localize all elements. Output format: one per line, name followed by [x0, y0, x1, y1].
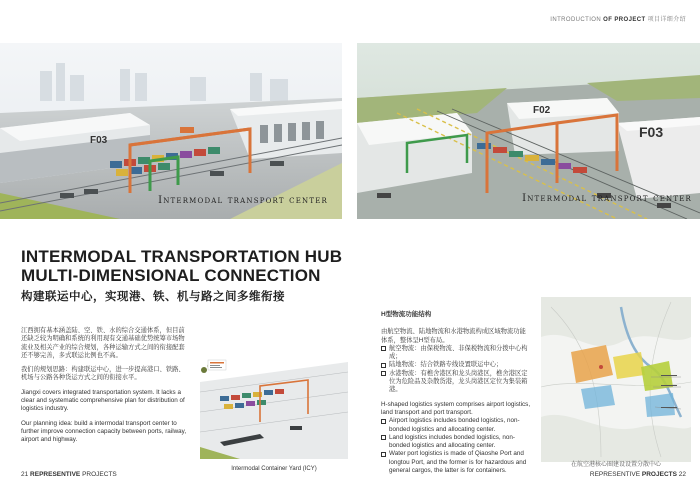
footer-right-label2: PROJECTS: [641, 471, 677, 478]
left-paragraph-1: 江西拥有基本涵盖陆、空、铁、水的综合交通体系，但目前还缺乏较为明确和系统的利用现有交通基础优势统筹市场物流业及相关产业的综合规划，各种运输方式之间的衔接配套还不够完善，多式联运比例也不高。: [21, 327, 185, 359]
render-left-image: [0, 43, 342, 219]
left-paragraph-3: Jiangxi covers integrated transportation system. It lacks a clear and systematic comprehensive plan for distribution of logistics industry.: [21, 388, 185, 413]
section-title: H型物流功能结构: [381, 311, 432, 318]
right-building-label-2: F03: [639, 124, 664, 140]
header-of: OF: [603, 17, 613, 23]
checkbox-icon: [381, 419, 386, 424]
page-section-tag: [550, 14, 686, 23]
page-number-left: 21: [21, 471, 29, 478]
checkbox-icon: [381, 435, 386, 440]
map-caption: 在航空港核心圈建设设置分散中心: [570, 461, 661, 468]
left-body-text: [21, 327, 189, 451]
icy-caption: Intermodal Container Yard (ICY): [231, 466, 317, 472]
list-item: Water port logistics is made of Qiaoshe Port and longtou Port, and the former is for hazardous and general cargos, the latter is for containers.: [381, 450, 531, 475]
footer-right: [590, 471, 686, 478]
render-left-illustration: [0, 43, 342, 219]
right-en-intro: H-shaped logistics system comprises airport logistics, land transport and port transport.: [381, 400, 531, 416]
checkbox-icon: [381, 452, 386, 457]
list-item: 航空物流：由保税物流、非保税物流和分拨中心构成；: [381, 345, 531, 362]
icy-illustration: [200, 352, 348, 459]
list-item: Airport logistics includes bonded logistics, non-bonded logistics and allocating center.: [381, 417, 531, 434]
list-item: 水港物流：有樵舍港区和龙头岗港区，樵舍港区定位为危险品及杂散货港，龙头岗港区定位为集装箱港。: [381, 370, 531, 395]
left-paragraph-4: Our planning idea: build a intermodal transport center to further improve connection capacity between ports, railway, airport and highway.: [21, 419, 187, 444]
footer-left-label2: PROJECTS: [82, 471, 117, 478]
right-en-list: [381, 417, 531, 475]
icy-figure: [200, 352, 348, 459]
footer-right-label: REPRESENTIVE: [589, 471, 641, 478]
right-body-text: [381, 311, 531, 481]
header-cn: 项目详细介绍: [647, 17, 686, 23]
left-paragraph-2: 我们的规划思路：构建联运中心，进一步提高港口、铁路、机场与公路各种货运方式之间的衔接水平。: [21, 366, 185, 382]
header-prefix: INTRODUCTION: [550, 17, 602, 23]
render-right-image: [357, 43, 700, 219]
render-left-caption: Intermodal transport center: [158, 195, 328, 206]
footer-left-label: REPRESENTIVE: [30, 471, 81, 478]
checkbox-icon: [381, 346, 386, 351]
page-number-right: 22: [678, 471, 686, 478]
right-cn-intro: 由航空物流、陆地物流和水港物流构成区域物流功能体系，整体呈H型布局。: [381, 328, 526, 344]
checkbox-icon: [381, 363, 386, 368]
headline-line-1: INTERMODAL TRANSPORTATION HUB: [21, 247, 343, 266]
logistics-map-illustration: [541, 297, 691, 462]
logistics-map: [541, 297, 691, 462]
headline-line-2: MULTI-DIMENSIONAL CONNECTION: [21, 266, 321, 285]
render-right-caption: Intermodal transport center: [522, 193, 692, 204]
list-item: 陆地物流：结合铁路专线设置联运中心；: [381, 361, 531, 369]
right-cn-list: [381, 345, 531, 395]
footer-left: [21, 471, 117, 478]
header-project: PROJECT: [614, 17, 646, 23]
left-building-label: F03: [90, 135, 108, 146]
list-item: Land logistics includes bonded logistics, non-bonded logistics and allocating center.: [381, 434, 531, 451]
headline-cn: 构建联运中心，实现港、铁、机与路之间多维衔接: [21, 291, 285, 303]
right-building-label-1: F02: [533, 105, 551, 116]
checkbox-icon: [381, 371, 386, 376]
